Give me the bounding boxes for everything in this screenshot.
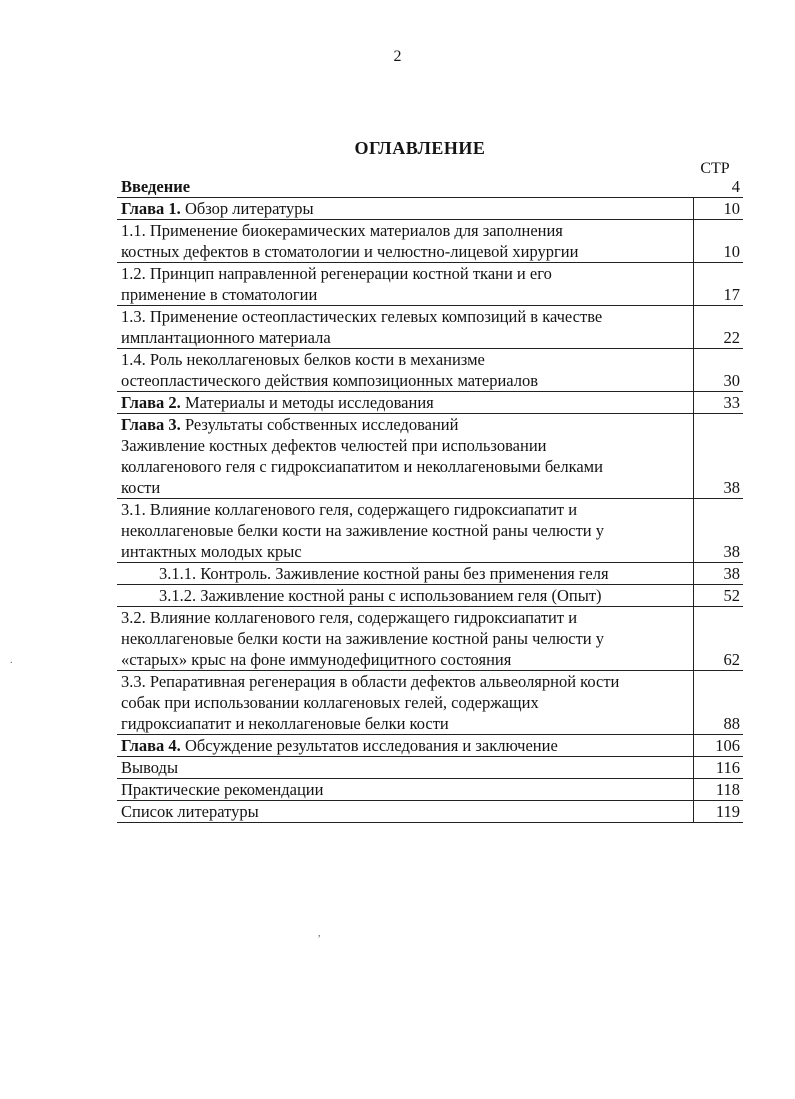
toc-row <box>117 263 743 306</box>
toc-row <box>117 220 743 263</box>
toc-entry-line: Практические рекомендации <box>121 780 324 799</box>
toc-row <box>117 306 743 349</box>
toc-entry-title <box>117 607 693 671</box>
page-column-header: СТР <box>700 160 730 177</box>
toc-entry-line: остеопластического действия композиционных материалов <box>121 371 539 390</box>
toc-entry-line: 3.1.2. Заживление костной раны с использованием геля (Опыт) <box>159 586 602 605</box>
toc-entry-line: 3.1. Влияние коллагенового геля, содержащего гидроксиапатит и <box>121 500 578 519</box>
toc-entry-page: 33 <box>693 392 743 414</box>
toc-entry-title <box>117 757 693 779</box>
toc-entry-title <box>117 779 693 801</box>
toc-entry-line <box>121 414 689 435</box>
toc-entry-text: Результаты собственных исследований <box>184 415 459 434</box>
toc-entry-line: «старых» крыс на фоне иммунодефицитного состояния <box>121 650 512 669</box>
toc-entry-page: 10 <box>693 198 743 220</box>
toc-entry-title <box>117 220 693 263</box>
toc-entry-title <box>117 176 693 198</box>
toc-row <box>117 198 743 220</box>
toc-entry-line: костных дефектов в стоматологии и челюстно-лицевой хирургии <box>121 242 579 261</box>
toc-entry-page: 118 <box>693 779 743 801</box>
toc-entry-page: 38 <box>693 563 743 585</box>
toc-row <box>117 671 743 735</box>
toc-entry-line: Заживление костных дефектов челюстей при использовании <box>121 436 547 455</box>
toc-entry-line: 1.4. Роль неколлагеновых белков кости в механизме <box>121 350 485 369</box>
toc-entry-label: Глава 1. <box>121 199 181 218</box>
toc-entry-line: имплантационного материала <box>121 328 331 347</box>
toc-entry-line <box>121 392 689 413</box>
toc-entry-title <box>117 801 693 823</box>
toc-row <box>117 392 743 414</box>
toc-entry-line: собак при использовании коллагеновых гелей, содержащих <box>121 693 539 712</box>
toc-row <box>117 607 743 671</box>
toc-entry-page: 22 <box>693 306 743 349</box>
toc-entry-title <box>117 263 693 306</box>
toc-row <box>117 499 743 563</box>
toc-row <box>117 349 743 392</box>
toc-entry-title <box>117 671 693 735</box>
toc-row <box>117 779 743 801</box>
toc-entry-page: 106 <box>693 735 743 757</box>
toc-entry-title <box>117 414 693 499</box>
toc-entry-page: 38 <box>693 414 743 499</box>
toc-entry-page: 88 <box>693 671 743 735</box>
toc-row <box>117 585 743 607</box>
toc-entry-label: Введение <box>121 177 191 196</box>
toc-entry-label: Глава 2. <box>121 393 181 412</box>
table-of-contents <box>117 176 743 823</box>
toc-entry-line: коллагенового геля с гидроксиапатитом и неколлагеновыми белками <box>121 457 603 476</box>
toc-entry-line: Выводы <box>121 758 179 777</box>
scan-speck: . <box>10 655 13 666</box>
toc-entry-page: 116 <box>693 757 743 779</box>
toc-entry-page: 38 <box>693 499 743 563</box>
toc-entry-title <box>117 306 693 349</box>
toc-entry-line: 1.2. Принцип направленной регенерации костной ткани и его <box>121 264 552 283</box>
toc-entry-line: кости <box>121 478 161 497</box>
toc-entry-page: 62 <box>693 607 743 671</box>
toc-entry-title <box>117 392 693 414</box>
scan-speck: , <box>318 928 321 939</box>
toc-entry-page: 119 <box>693 801 743 823</box>
toc-row <box>117 757 743 779</box>
toc-entry-text: Обзор литературы <box>184 199 314 218</box>
toc-entry-line <box>121 198 689 219</box>
toc-entry-line: 1.3. Применение остеопластических гелевых композиций в качестве <box>121 307 603 326</box>
toc-entry-line <box>121 735 689 756</box>
toc-entry-title <box>117 585 693 607</box>
toc-entry-line: 1.1. Применение биокерамических материалов для заполнения <box>121 221 563 240</box>
toc-entry-page: 4 <box>693 176 743 198</box>
toc-entry-label: Глава 3. <box>121 415 181 434</box>
toc-entry-line: Список литературы <box>121 802 259 821</box>
toc-entry-line: 3.3. Репаративная регенерация в области дефектов альвеолярной кости <box>121 672 620 691</box>
toc-entry-title <box>117 198 693 220</box>
toc-row <box>117 563 743 585</box>
toc-title: ОГЛАВЛЕНИЕ <box>354 138 486 158</box>
toc-entry-page: 30 <box>693 349 743 392</box>
toc-entry-line: применение в стоматологии <box>121 285 318 304</box>
toc-entry-title <box>117 735 693 757</box>
toc-row <box>117 414 743 499</box>
toc-entry-title <box>117 349 693 392</box>
toc-entry-text: Обсуждение результатов исследования и заключение <box>184 736 558 755</box>
toc-entry-text: Материалы и методы исследования <box>184 393 434 412</box>
toc-entry-line: 3.1.1. Контроль. Заживление костной раны без применения геля <box>159 564 609 583</box>
page-number: 2 <box>393 48 402 65</box>
toc-row <box>117 735 743 757</box>
toc-entry-title <box>117 563 693 585</box>
toc-row <box>117 176 743 198</box>
toc-entry-title <box>117 499 693 563</box>
toc-entry-label: Глава 4. <box>121 736 181 755</box>
toc-entry-line: гидроксиапатит и неколлагеновые белки кости <box>121 714 449 733</box>
toc-entry-page: 10 <box>693 220 743 263</box>
toc-entry-line: неколлагеновые белки кости на заживление костной раны челюсти у <box>121 629 605 648</box>
toc-entry-page: 52 <box>693 585 743 607</box>
toc-entry-line: неколлагеновые белки кости на заживление костной раны челюсти у <box>121 521 605 540</box>
toc-entry-line: 3.2. Влияние коллагенового геля, содержащего гидроксиапатит и <box>121 608 578 627</box>
toc-entry-page: 17 <box>693 263 743 306</box>
toc-entry-line: интактных молодых крыс <box>121 542 302 561</box>
toc-row <box>117 801 743 823</box>
